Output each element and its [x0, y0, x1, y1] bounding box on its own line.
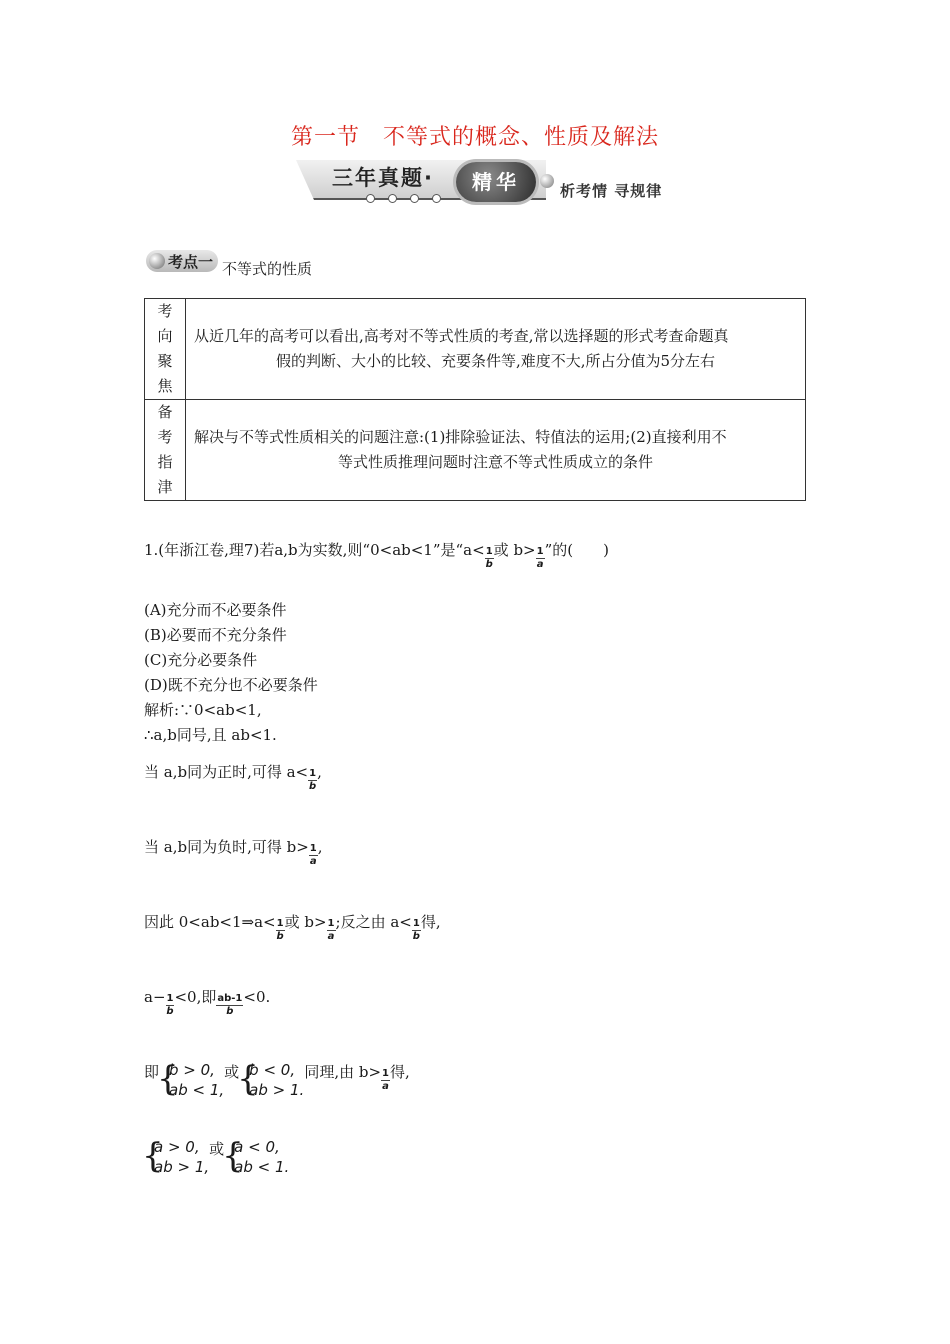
- inequality-system: { b > 0, ab < 1,: [159, 1060, 224, 1100]
- row-body-line: 解决与不等式性质相关的问题注意:(1)排除验证法、特值法的运用;(2)直接利用不: [194, 428, 727, 446]
- inequality-system: { a < 0, ab < 1.: [224, 1137, 289, 1177]
- fraction: $\frac{1}{a}$: [382, 1068, 389, 1092]
- solution-line: ∴a,b同号,且 ab<1.: [144, 726, 277, 744]
- banner-ball-icon: [540, 174, 554, 188]
- row-body-line: 从近几年的高考可以看出,高考对不等式性质的考查,常以选择题的形式考查命题真: [194, 327, 729, 345]
- banner-subtitle: 析考情 寻规律: [560, 182, 663, 200]
- option-c: (C)充分必要条件: [144, 651, 258, 669]
- stem-text: 1.(年浙江卷,理7)若a,b为实数,则“0<ab<1”是“a<: [144, 541, 485, 559]
- banner-dot: [410, 194, 419, 203]
- row-header-char: 聚: [157, 352, 173, 370]
- section-badge: [146, 250, 218, 272]
- row-body-line: 假的判断、大小的比较、充要条件等,难度不大,所占分值为5分左右: [275, 352, 716, 370]
- solution-line: 当 a,b同为负时,可得 b> $\frac{1}{a}$ ,: [144, 838, 323, 867]
- row-header-char: 焦: [157, 377, 173, 395]
- solution-line: a− $\frac{1}{b}$ <0,即 $\frac{ab-1}{b}$ <0.: [144, 988, 271, 1017]
- page-title: 第一节 不等式的概念、性质及解法: [290, 125, 659, 150]
- section-banner: [296, 160, 686, 208]
- solution-line: 即 { b > 0, ab < 1, 或 { b < 0, ab > 1. 同理,由 b> $\frac{1}{a}$ 得,: [144, 1060, 410, 1100]
- inequality-system: { b < 0, ab > 1.: [239, 1060, 304, 1100]
- row-header: [145, 400, 186, 501]
- banner-main-text: 三年真题·: [332, 166, 434, 190]
- row-header-char: 指: [157, 453, 173, 471]
- fraction: $\frac{1}{a}$: [327, 918, 335, 942]
- section-title: 不等式的性质: [222, 260, 313, 278]
- info-table: [144, 298, 806, 501]
- row-body: [186, 299, 806, 400]
- banner-dot: [366, 194, 375, 203]
- solution-line: 解析:∵0<ab<1,: [144, 701, 262, 719]
- fraction: $\frac{1}{b}$: [485, 546, 493, 570]
- fraction: $\frac{1}{a}$: [309, 843, 317, 867]
- section-badge-label: 考点一: [168, 253, 214, 271]
- row-header-char: 考: [157, 302, 173, 320]
- solution-line: 当 a,b同为正时,可得 a< $\frac{1}{b}$ ,: [144, 763, 322, 792]
- row-header: [145, 299, 186, 400]
- row-header-char: 津: [157, 478, 173, 496]
- banner-dot: [432, 194, 441, 203]
- option-b: (B)必要而不充分条件: [144, 626, 287, 644]
- row-header-char: 备: [157, 403, 173, 421]
- table-row: [145, 400, 806, 501]
- stem-text: ”的( ): [544, 541, 609, 559]
- row-header-char: 考: [157, 428, 173, 446]
- table-row: [145, 299, 806, 400]
- question-stem: [144, 538, 609, 571]
- option-a: (A)充分而不必要条件: [144, 601, 287, 619]
- row-body-line: 等式性质推理问题时注意不等式性质成立的条件: [337, 453, 653, 471]
- banner-dots: [366, 194, 456, 202]
- banner-dot: [388, 194, 397, 203]
- fraction: $\frac{1}{b}$: [276, 918, 284, 942]
- solution-line: { a > 0, ab > 1, 或 { a < 0, ab < 1.: [144, 1137, 289, 1177]
- option-d: (D)既不充分也不必要条件: [144, 676, 318, 694]
- stem-text: 或 b>: [493, 541, 536, 559]
- row-body: [186, 400, 806, 501]
- fraction: $\frac{1}{a}$: [536, 546, 544, 570]
- row-header-char: 向: [157, 327, 173, 345]
- fraction: $\frac{1}{b}$: [166, 993, 174, 1017]
- fraction: $\frac{1}{b}$: [309, 768, 317, 792]
- fraction: $\frac{ab-1}{b}$: [217, 993, 243, 1017]
- inequality-system: { a > 0, ab > 1,: [144, 1137, 209, 1177]
- banner-badge: 精华: [456, 162, 536, 202]
- solution-line: 因此 0<ab<1⇒a< $\frac{1}{b}$ 或 b> $\frac{1}{a}$ ;反之由 a< $\frac{1}{b}$ 得,: [144, 913, 441, 942]
- fraction: $\frac{1}{b}$: [412, 918, 420, 942]
- bullet-ball-icon: [149, 253, 165, 269]
